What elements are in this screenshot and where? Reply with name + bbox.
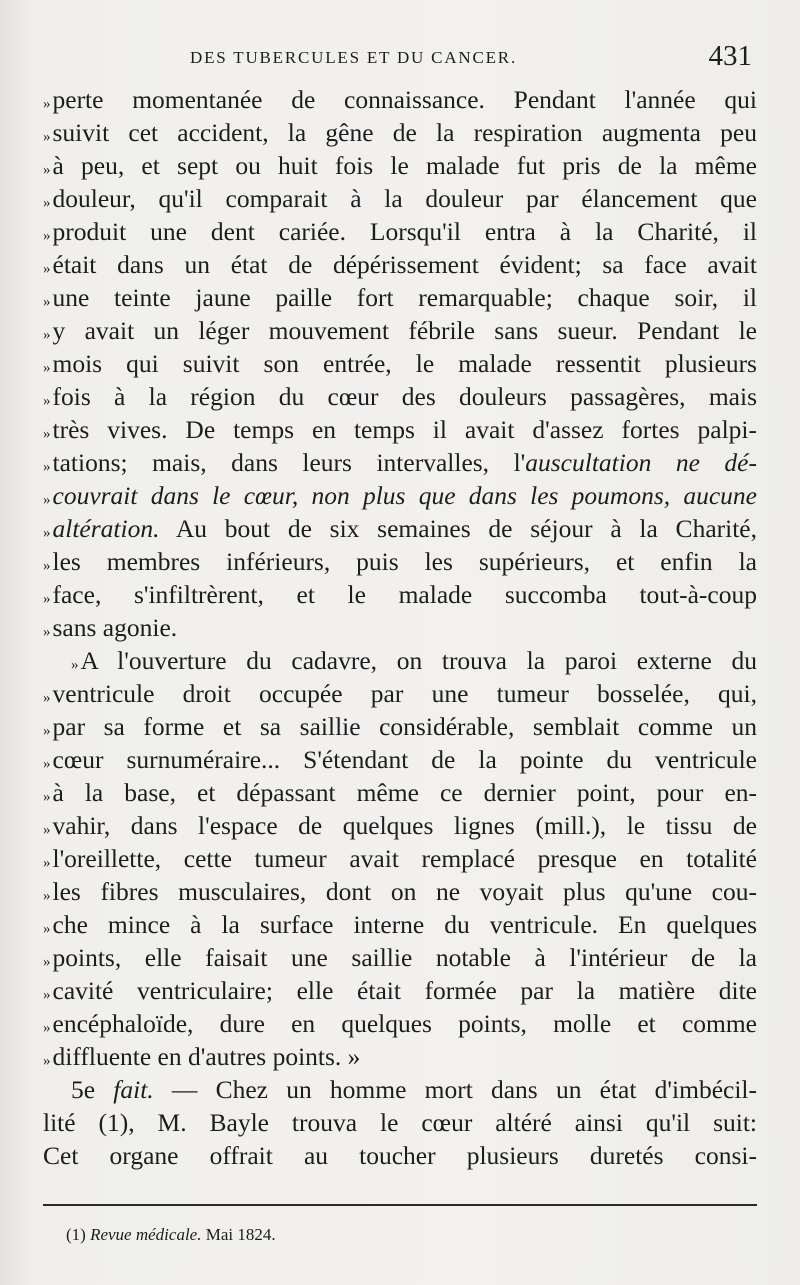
text-segment: vahir, dans l'espace de quelques lignes (mill.), le tissu de <box>52 811 757 840</box>
text-segment: 5e <box>71 1075 114 1104</box>
text-segment: à la base, et dépassant même ce dernier point, pour en- <box>52 778 757 807</box>
text-line <box>43 644 757 677</box>
quote-mark: » <box>43 756 51 772</box>
text-line <box>43 776 757 809</box>
italic-text: fait. <box>113 1075 154 1104</box>
text-line <box>43 809 757 842</box>
text-line <box>43 1040 757 1073</box>
text-segment: les fibres musculaires, dont on ne voyait plus qu'une cou- <box>52 877 757 906</box>
footnote-source: Revue médicale. <box>90 1225 202 1244</box>
text-segment: très vives. De temps en temps il avait d'assez fortes palpi- <box>52 415 757 444</box>
text-line <box>43 710 757 743</box>
quote-mark: » <box>43 129 51 145</box>
quote-mark: » <box>43 327 51 343</box>
text-segment: diffluente en d'autres points. » <box>52 1042 361 1071</box>
text-segment: ventricule droit occupée par une tumeur bosselée, qui, <box>52 679 757 708</box>
running-title: DES TUBERCULES ET DU CANCER. <box>190 48 517 67</box>
quote-mark: » <box>43 855 51 871</box>
text-segment: une teinte jaune paille fort remarquable; chaque soir, il <box>52 283 757 312</box>
quote-mark: » <box>43 822 51 838</box>
quote-mark: » <box>43 426 51 442</box>
text-line <box>43 281 757 314</box>
italic-text: altération. <box>52 514 160 543</box>
text-line <box>43 413 757 446</box>
text-segment: encéphaloïde, dure en quelques points, molle et comme <box>52 1009 757 1038</box>
quote-mark: » <box>43 591 51 607</box>
footnote-divider <box>43 1204 757 1206</box>
text-line <box>43 182 757 215</box>
text-segment: l'oreillette, cette tumeur avait remplacé presque en totalité <box>52 844 757 873</box>
italic-text: auscultation ne dé- <box>525 448 757 477</box>
quote-mark: » <box>43 624 51 640</box>
quote-mark: » <box>43 195 51 211</box>
text-line <box>43 149 757 182</box>
quote-mark: » <box>43 1053 51 1069</box>
quote-mark: » <box>43 690 51 706</box>
text-segment: points, elle faisait une saillie notable à l'intérieur de la <box>52 943 757 972</box>
quote-mark: » <box>43 492 51 508</box>
quote-mark: » <box>43 525 51 541</box>
quote-mark: » <box>43 1020 51 1036</box>
text-segment: par sa forme et sa saillie considérable, semblait comme un <box>52 712 757 741</box>
quote-mark: » <box>43 294 51 310</box>
italic-text: couvrait dans le cœur, non plus que dans les poumons, aucune <box>52 481 757 510</box>
quote-mark: » <box>43 954 51 970</box>
text-segment: che mince à la surface interne du ventricule. En quelques <box>52 910 757 939</box>
text-line <box>43 743 757 776</box>
quote-mark: » <box>43 888 51 904</box>
text-segment: fois à la région du cœur des douleurs passagères, mais <box>52 382 757 411</box>
text-segment: cavité ventriculaire; elle était formée par la matière dite <box>52 976 757 1005</box>
text-line <box>43 1073 757 1106</box>
quote-mark: » <box>43 987 51 1003</box>
page-header <box>190 40 752 76</box>
text-segment: perte momentanée de connaissance. Pendant l'année qui <box>52 85 757 114</box>
text-line <box>43 974 757 1007</box>
text-line <box>43 116 757 149</box>
text-line <box>43 479 757 512</box>
text-line <box>43 1139 757 1172</box>
text-segment: tations; mais, dans leurs intervalles, l' <box>52 448 526 477</box>
text-segment: produit une dent cariée. Lorsqu'il entra à la Charité, il <box>52 217 757 246</box>
quote-mark: » <box>43 459 51 475</box>
text-line <box>43 83 757 116</box>
quote-mark: » <box>43 789 51 805</box>
text-segment: A l'ouverture du cadavre, on trouva la paroi externe du <box>80 646 757 675</box>
text-line <box>43 842 757 875</box>
text-line <box>43 215 757 248</box>
text-line <box>43 545 757 578</box>
text-line <box>43 347 757 380</box>
text-segment: à peu, et sept ou huit fois le malade fut pris de la même <box>52 151 757 180</box>
text-line <box>43 446 757 479</box>
text-line <box>43 578 757 611</box>
text-segment: y avait un léger mouvement fébrile sans sueur. Pendant le <box>52 316 757 345</box>
quote-mark: » <box>43 360 51 376</box>
text-segment: douleur, qu'il comparait à la douleur par élancement que <box>52 184 757 213</box>
quote-mark: » <box>71 657 79 673</box>
text-line <box>43 908 757 941</box>
text-segment: les membres inférieurs, puis les supérieurs, et enfin la <box>52 547 757 576</box>
page-number: 431 <box>708 40 752 72</box>
text-segment: — Chez un homme mort dans un état d'imbécil- <box>153 1075 757 1104</box>
text-segment: lité (1), M. Bayle trouva le cœur altéré ainsi qu'il suit: <box>43 1108 757 1137</box>
quote-mark: » <box>43 96 51 112</box>
text-segment: sans agonie. <box>52 613 178 642</box>
text-segment: Cet organe offrait au toucher plusieurs duretés consi- <box>43 1141 757 1170</box>
quote-mark: » <box>43 723 51 739</box>
quote-mark: » <box>43 261 51 277</box>
text-line <box>43 941 757 974</box>
text-line <box>43 875 757 908</box>
text-segment: Au bout de six semaines de séjour à la Charité, <box>159 514 757 543</box>
text-line <box>43 1007 757 1040</box>
footnote-marker: (1) <box>66 1225 86 1244</box>
text-segment: mois qui suivit son entrée, le malade ressentit plusieurs <box>52 349 757 378</box>
quote-mark: » <box>43 921 51 937</box>
text-segment: face, s'infiltrèrent, et le malade succomba tout-à-coup <box>52 580 757 609</box>
quote-mark: » <box>43 558 51 574</box>
text-segment: suivit cet accident, la gêne de la respiration augmenta peu <box>52 118 757 147</box>
text-line <box>43 677 757 710</box>
quote-mark: » <box>43 393 51 409</box>
text-line <box>43 512 757 545</box>
quote-mark: » <box>43 162 51 178</box>
footnote-date: Mai 1824. <box>205 1225 276 1244</box>
footnote <box>66 1225 276 1245</box>
body-text <box>43 83 757 1172</box>
text-segment: cœur surnuméraire... S'étendant de la pointe du ventricule <box>52 745 757 774</box>
text-line <box>43 314 757 347</box>
text-line <box>43 380 757 413</box>
text-segment: était dans un état de dépérissement évident; sa face avait <box>52 250 757 279</box>
text-line <box>43 611 757 644</box>
quote-mark: » <box>43 228 51 244</box>
text-line <box>43 248 757 281</box>
text-line <box>43 1106 757 1139</box>
